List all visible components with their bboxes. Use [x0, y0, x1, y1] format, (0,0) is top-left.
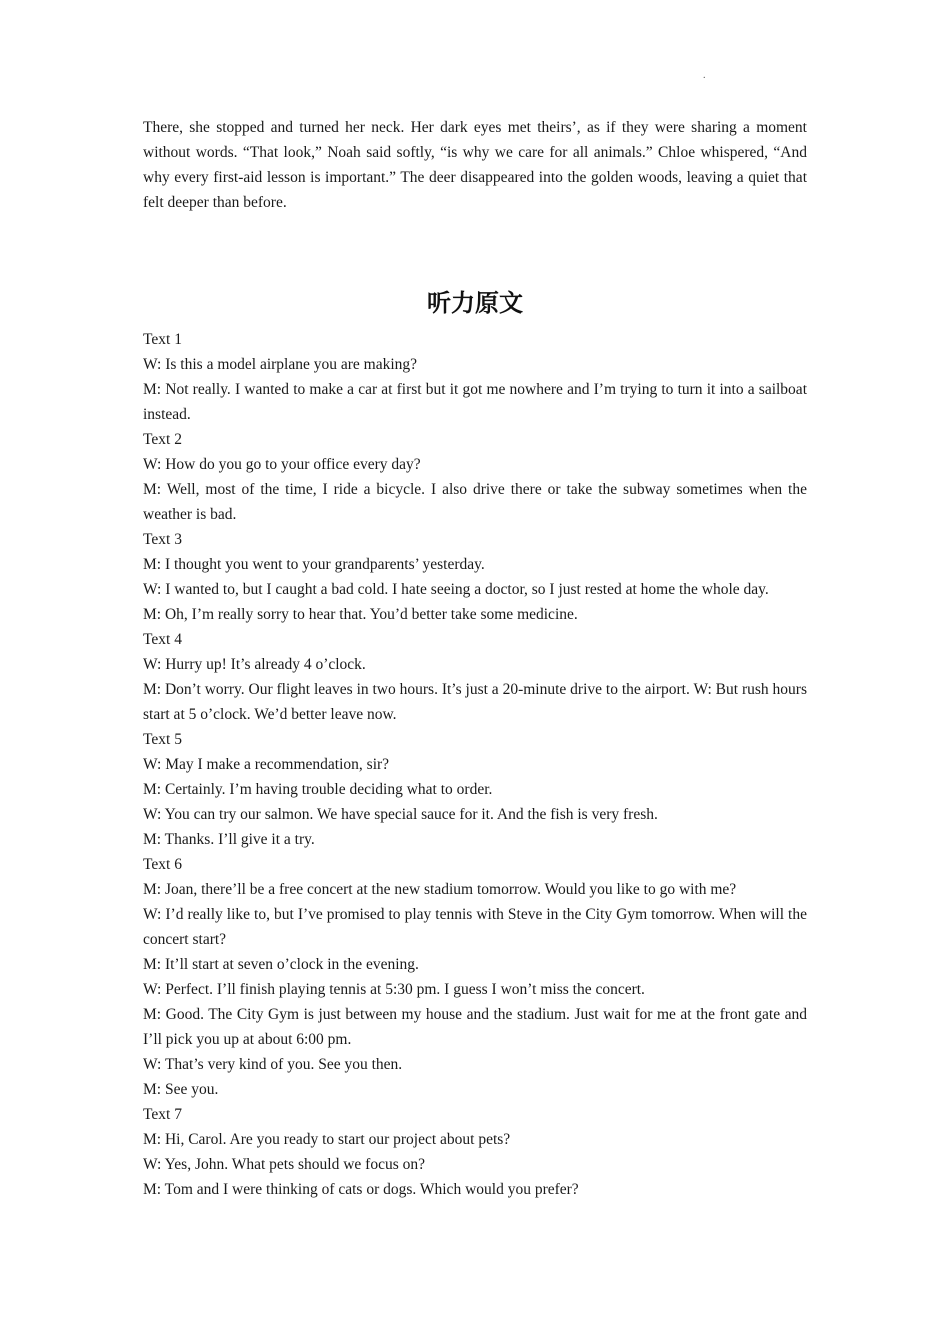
- dialog-line: M: Tom and I were thinking of cats or dogs. Which would you prefer?: [143, 1181, 579, 1198]
- text-label: Text 7: [143, 1106, 182, 1123]
- text-label: Text 3: [143, 531, 182, 548]
- dialog-line: M: Joan, there’ll be a free concert at the new stadium tomorrow. Would you like to go with me?: [143, 881, 737, 898]
- dialog-line: W: I wanted to, but I caught a bad cold. I hate seeing a doctor, so I just rested at home the whole day.: [143, 581, 769, 598]
- dialog-line: W: You can try our salmon. We have special sauce for it. And the fish is very fresh.: [143, 806, 658, 823]
- dialog-line: M: Certainly. I’m having trouble deciding what to order.: [143, 781, 493, 798]
- dialog-line: W: I’d really like to, but I’ve promised to play tennis with Steve in the City Gym tomorrow. When will the concert start?: [143, 906, 807, 948]
- dialog-line: M: Hi, Carol. Are you ready to start our project about pets?: [143, 1131, 511, 1148]
- dialog-line: M: I thought you went to your grandparents’ yesterday.: [143, 556, 485, 573]
- dialog-line: M: Don’t worry. Our flight leaves in two hours. It’s just a 20-minute drive to the airport. W: But rush hours start at 5 o’clock. We’d better leave now.: [143, 681, 807, 723]
- dialog-line: M: Thanks. I’ll give it a try.: [143, 831, 315, 848]
- dialog-line: W: How do you go to your office every day?: [143, 456, 421, 473]
- transcript-lines: [143, 327, 807, 1202]
- dialog-line: W: May I make a recommendation, sir?: [143, 756, 390, 773]
- dialog-line: W: Perfect. I’ll finish playing tennis at 5:30 pm. I guess I won’t miss the concert.: [143, 981, 645, 998]
- text-label: Text 6: [143, 856, 182, 873]
- dialog-line: M: Well, most of the time, I ride a bicycle. I also drive there or take the subway sometimes when the weather is bad.: [143, 481, 807, 523]
- dialog-line: W: Hurry up! It’s already 4 o’clock.: [143, 656, 366, 673]
- dialog-line: W: Yes, John. What pets should we focus on?: [143, 1156, 425, 1173]
- text-label: Text 4: [143, 631, 182, 648]
- page-corner-mark: .: [703, 70, 706, 81]
- dialog-line: W: Is this a model airplane you are making?: [143, 356, 418, 373]
- dialog-line: M: See you.: [143, 1081, 219, 1098]
- dialog-line: M: Oh, I’m really sorry to hear that. You’d better take some medicine.: [143, 606, 578, 623]
- story-paragraph: There, she stopped and turned her neck. Her dark eyes met theirs’, as if they were sharing a moment without words. “That look,” Noah said softly, “is why we care for all animals.” Chloe whispered, “And why every first-aid lesson is important.” The deer disappeared into the golden woods, leaving a quiet that felt deeper than before.: [143, 119, 807, 211]
- dialog-line: M: It’ll start at seven o’clock in the evening.: [143, 956, 419, 973]
- text-label: Text 5: [143, 731, 182, 748]
- dialog-line: M: Good. The City Gym is just between my house and the stadium. Just wait for me at the front gate and I’ll pick you up at about 6:00 pm.: [143, 1006, 807, 1048]
- text-label: Text 2: [143, 431, 182, 448]
- text-label: Text 1: [143, 331, 182, 348]
- document-body: [143, 115, 807, 1202]
- dialog-line: M: Not really. I wanted to make a car at first but it got me nowhere and I’m trying to turn it into a sailboat instead.: [143, 381, 807, 423]
- dialog-line: W: That’s very kind of you. See you then.: [143, 1056, 403, 1073]
- transcript-title: 听力原文: [427, 289, 523, 317]
